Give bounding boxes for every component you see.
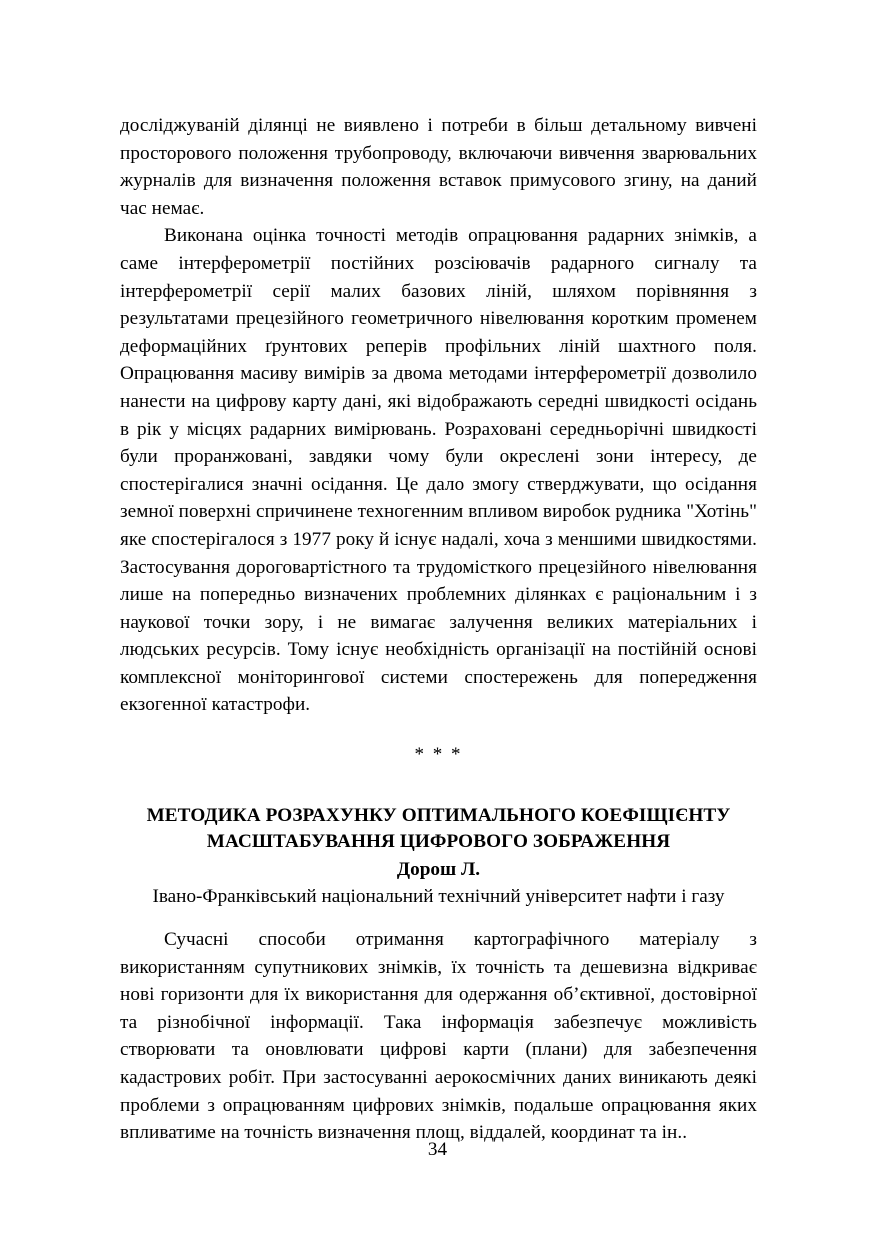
page-number: 34: [427, 1139, 448, 1160]
paragraph-article-intro: Сучасні способи отримання картографічного матеріалу з використанням супутникових знімків, їх точність та дешевизна відкриває нові горизонти для їх використання для одержання об’єктивної, достовірної та різнобічної інформації. Така інформація забезпечує можливість створювати та оновлювати цифрові карти (плани) для забезпечення кадастрових робіт. При застосуванні аерокосмічних даних виникають деякі проблеми з опрацюванням цифрових знімків, подальше опрацювання яких впливатиме на точність визначення площ, віддалей, координат та ін..: [120, 929, 757, 1144]
paragraph-continued: досліджуваній ділянці не виявлено і потреби в більш детальному вивчені просторового положення трубопроводу, включаючи вивчення зварювальних журналів для визначення положення вставок примусового згину, на даний час немає.: [120, 115, 757, 219]
article-author: Дорош Л.: [396, 859, 481, 881]
paragraph-results: Виконана оцінка точності методів опрацювання радарних знімків, а саме інтерферометрії постійних розсіювачів радарного сигналу та інтерферометрії серії малих базових ліній, шляхом порівняння з результатами прецезійного геометричного нівелювання коротким променем деформаційних ґрунтових реперів профільних ліній шахтного поля. Опрацювання масиву вимірів за двома методами інтерферометрії дозволило нанести на цифрову карту дані, які відображають середні швидкості осідань в рік у місцях радарних вимірювань. Розраховані середньорічні швидкості були проранжовані, завдяки чому були окреслені зони інтересу, де спостерігалися значні осідання. Це дало змогу стверджувати, що осідання земної поверхні спричинене техногенним впливом виробок рудника "Хотінь" яке спостерігалося з 1977 року й існує надалі, хоча з меншими швидкостями. Застосування дороговартістного та трудомісткого прецезійного нівелювання лише на попередньо визначених проблемних ділянках є раціональним і з наукової точки зору, і не вимагає залучення великих матеріальних і людських ресурсів. Тому існує необхідність організації на постійній основі комплексної моніторингової системи спостережень для попередження екзогенної катастрофи.: [120, 225, 757, 716]
article-affiliation: Івано-Франківський національний технічний університет нафти і газу: [152, 886, 725, 908]
article-title-line-1: МЕТОДИКА РОЗРАХУНКУ ОПТИМАЛЬНОГО КОЕФІЩІЄНТУ: [146, 805, 731, 827]
article-title-line-2: МАСШТАБУВАННЯ ЦИФРОВОГО ЗОБРАЖЕННЯ: [206, 831, 671, 853]
section-separator: * * *: [414, 744, 463, 766]
